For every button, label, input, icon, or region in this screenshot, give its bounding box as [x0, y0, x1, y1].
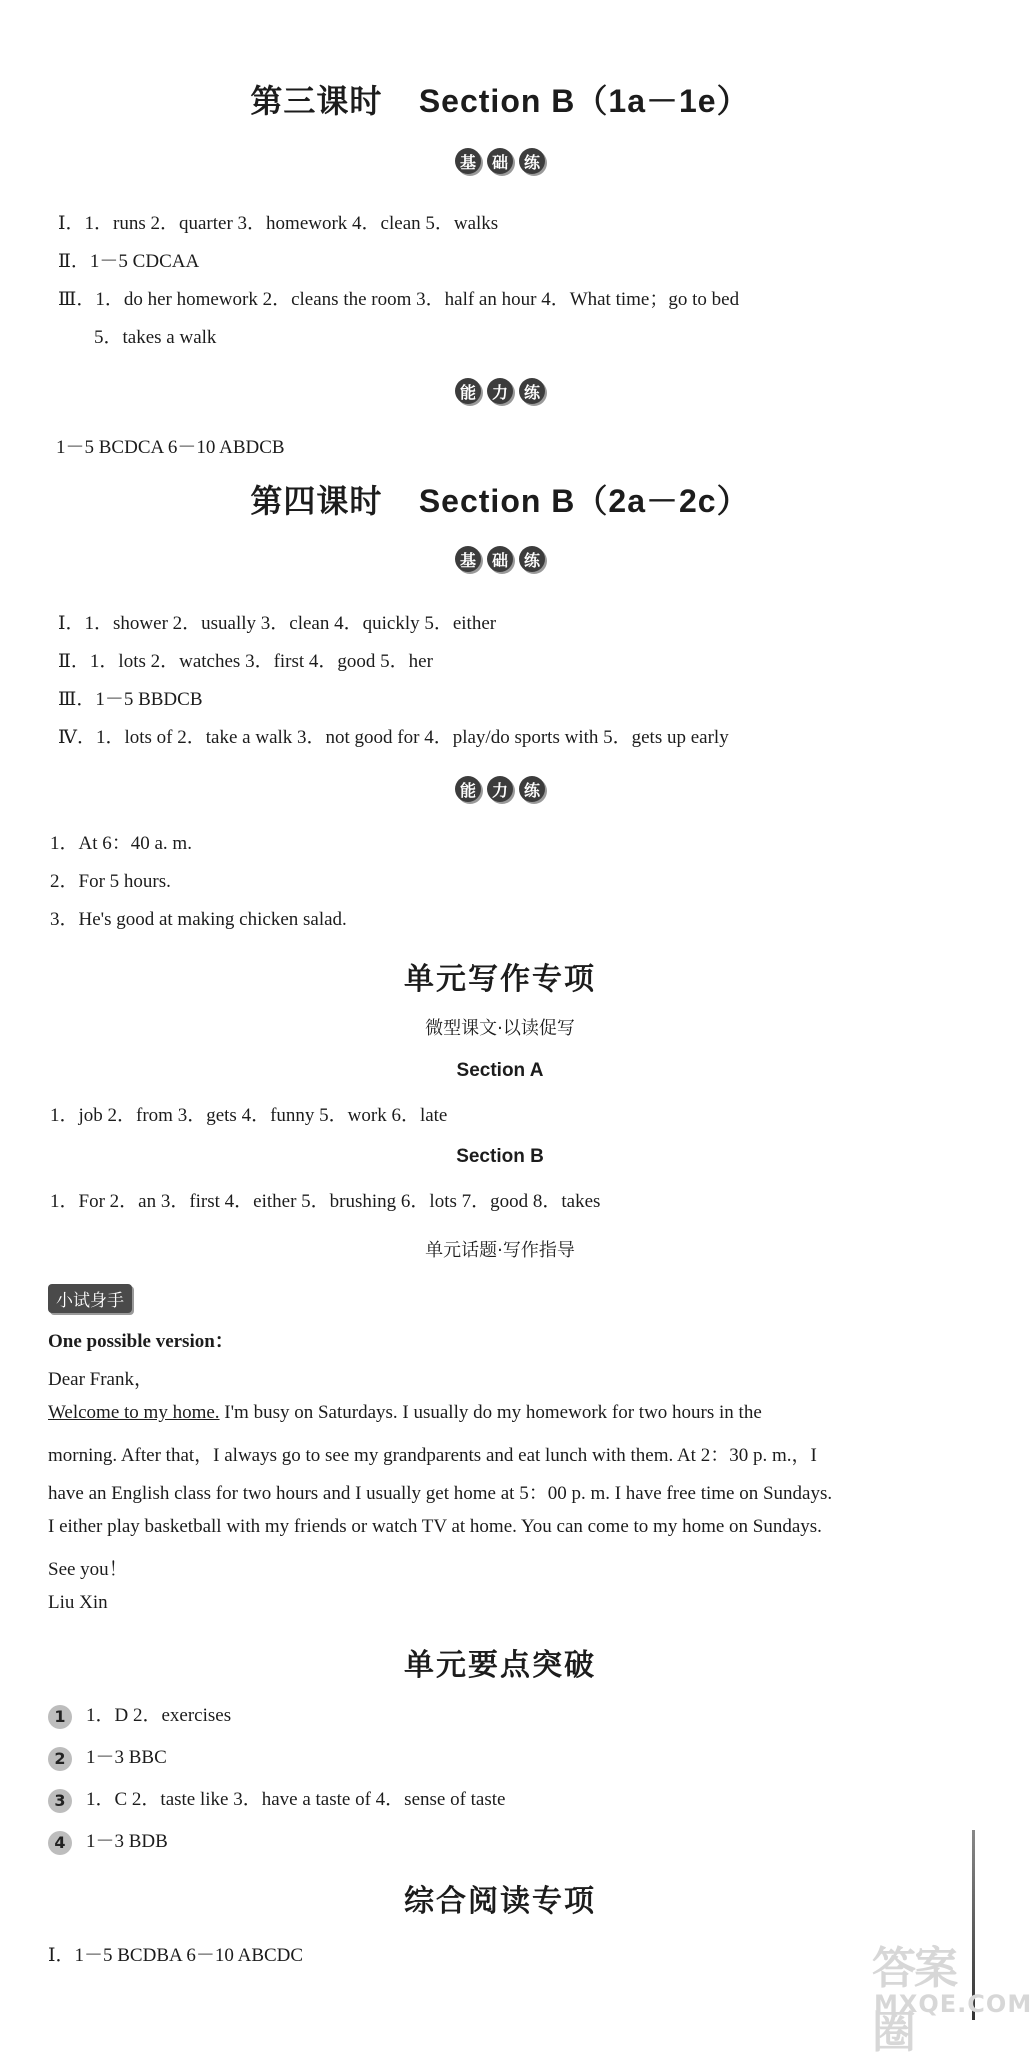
answer-text: 1．shower 2．usually 3．clean 4．quickly 5．either: [84, 613, 497, 634]
keypoints-heading: 单元要点突破: [404, 1648, 596, 1683]
keypoint-item: [48, 1826, 168, 1855]
roman-label: Ⅲ．: [58, 289, 96, 310]
letter-line: have an English class for two hours and I usually get home at 5：00 p. m. I have free time on Sundays.: [48, 1483, 833, 1504]
answer-text: 1．runs 2．quarter 3．homework 4．clean 5．walks: [84, 213, 499, 234]
number-circle: 3: [48, 1789, 72, 1813]
letter-opening: Welcome to my home.: [48, 1402, 220, 1423]
badge-char: 力: [487, 776, 513, 802]
letter-line: See you！: [48, 1559, 128, 1580]
answer-text: 1－3 BDB: [86, 1831, 168, 1852]
watermark-url: MXQE.COM: [874, 1990, 1032, 2018]
answer-text: 1－3 BBC: [86, 1747, 167, 1768]
answer-text: 1．lots 2．watches 3．first 4．good 5．her: [89, 651, 433, 672]
answer-text: 1．C 2．taste like 3．have a taste of 4．sense of taste: [86, 1789, 506, 1810]
answer-line: [58, 246, 199, 273]
writing-subheading-reading: 微型课文·以读促写: [425, 1018, 575, 1039]
roman-label: Ⅱ．: [58, 651, 90, 672]
answer-line: 1．For 2．an 3．first 4．either 5．brushing 6．lots 7．good 8．takes: [50, 1191, 601, 1212]
answer-line: Ⅰ．1－5 BCDBA 6－10 ABCDC: [48, 1945, 304, 1966]
answer-text: 1－5 BBDCB: [95, 689, 203, 710]
answer-line: [58, 646, 433, 673]
answer-text: 1．do her homework 2．cleans the room 3．half an hour 4．What time；go to bed: [95, 289, 740, 310]
roman-label: Ⅰ．: [58, 613, 85, 634]
answer-line: [58, 208, 498, 235]
roman-label: Ⅲ．: [58, 689, 96, 710]
badge-char: 基: [455, 546, 481, 572]
badge-char: 练: [519, 378, 545, 404]
answer-text: 1．D 2．exercises: [86, 1705, 232, 1726]
site-watermark: [868, 1932, 1032, 2058]
reading-heading: 综合阅读专项: [404, 1884, 596, 1919]
watermark-text: 答案圈: [872, 1943, 956, 2058]
keypoint-item: [48, 1742, 167, 1771]
number-circle: 1: [48, 1705, 72, 1729]
writing-subheading-guide: 单元话题·写作指导: [425, 1240, 575, 1261]
answer-line: [94, 322, 216, 349]
answer-text: 1－5 CDCAA: [89, 251, 200, 272]
answer-line: 1．job 2．from 3．gets 4．funny 5．work 6．late: [50, 1105, 448, 1126]
badge-char: 础: [487, 546, 513, 572]
lesson3-ability-badges: [0, 378, 1000, 404]
number-circle: 2: [48, 1747, 72, 1771]
answer-line: [58, 684, 203, 711]
try-it-tag: 小试身手: [48, 1284, 132, 1313]
lesson4-title-en: Section B（2a－2c）: [418, 483, 750, 519]
letter-line: [48, 1402, 908, 1424]
answer-text: 1．lots of 2．take a walk 3．not good for 4．play/do sports with 5．gets up early: [95, 727, 729, 748]
badge-char: 能: [455, 776, 481, 802]
roman-label: Ⅱ．: [58, 251, 90, 272]
keypoint-item: [48, 1700, 231, 1729]
lesson4-title: [0, 476, 1000, 522]
letter-line: morning. After that，I always go to see my grandparents and eat lunch with them. At 2：30 p. m.，I: [48, 1445, 817, 1466]
badge-char: 础: [487, 148, 513, 174]
section-b-label: Section B: [456, 1146, 544, 1167]
answer-line: [58, 284, 739, 311]
answer-line: [58, 608, 496, 635]
badge-char: 基: [455, 148, 481, 174]
lesson4-ability-badges: [0, 776, 1000, 802]
version-label: One possible version：: [48, 1331, 234, 1352]
badge-char: 能: [455, 378, 481, 404]
answer-line: 1－5 BCDCA 6－10 ABDCB: [56, 437, 285, 458]
letter-line: I either play basketball with my friends or watch TV at home. You can come to my home on Sundays.: [48, 1516, 822, 1537]
letter-salutation: Dear Frank，: [48, 1369, 153, 1390]
lesson3-title-en: Section B（1a－1e）: [418, 83, 750, 119]
answer-line: [58, 722, 729, 749]
lesson4-title-cn: 第四课时: [250, 482, 383, 520]
answer-text: 5．takes a walk: [94, 327, 217, 348]
number-circle: 4: [48, 1831, 72, 1855]
answer-line: 1．At 6：40 a. m.: [50, 833, 192, 854]
badge-char: 力: [487, 378, 513, 404]
letter-text: I'm busy on Saturdays. I usually do my homework for two hours in the: [219, 1402, 762, 1423]
letter-signature: Liu Xin: [48, 1592, 108, 1613]
keypoint-item: [48, 1784, 505, 1813]
lesson3-title: [0, 76, 1000, 122]
answer-line: 2．For 5 hours.: [50, 871, 171, 892]
writing-heading: 单元写作专项: [404, 962, 596, 997]
answer-line: 3．He's good at making chicken salad.: [50, 909, 347, 930]
badge-char: 练: [519, 546, 545, 572]
lesson3-title-cn: 第三课时: [250, 82, 383, 120]
badge-char: 练: [519, 776, 545, 802]
lesson4-basic-badges: [0, 546, 1000, 572]
lesson3-basic-badges: [0, 148, 1000, 174]
roman-label: Ⅳ．: [58, 727, 96, 748]
badge-char: 练: [519, 148, 545, 174]
roman-label: Ⅰ．: [58, 213, 85, 234]
section-a-label: Section A: [456, 1060, 544, 1081]
